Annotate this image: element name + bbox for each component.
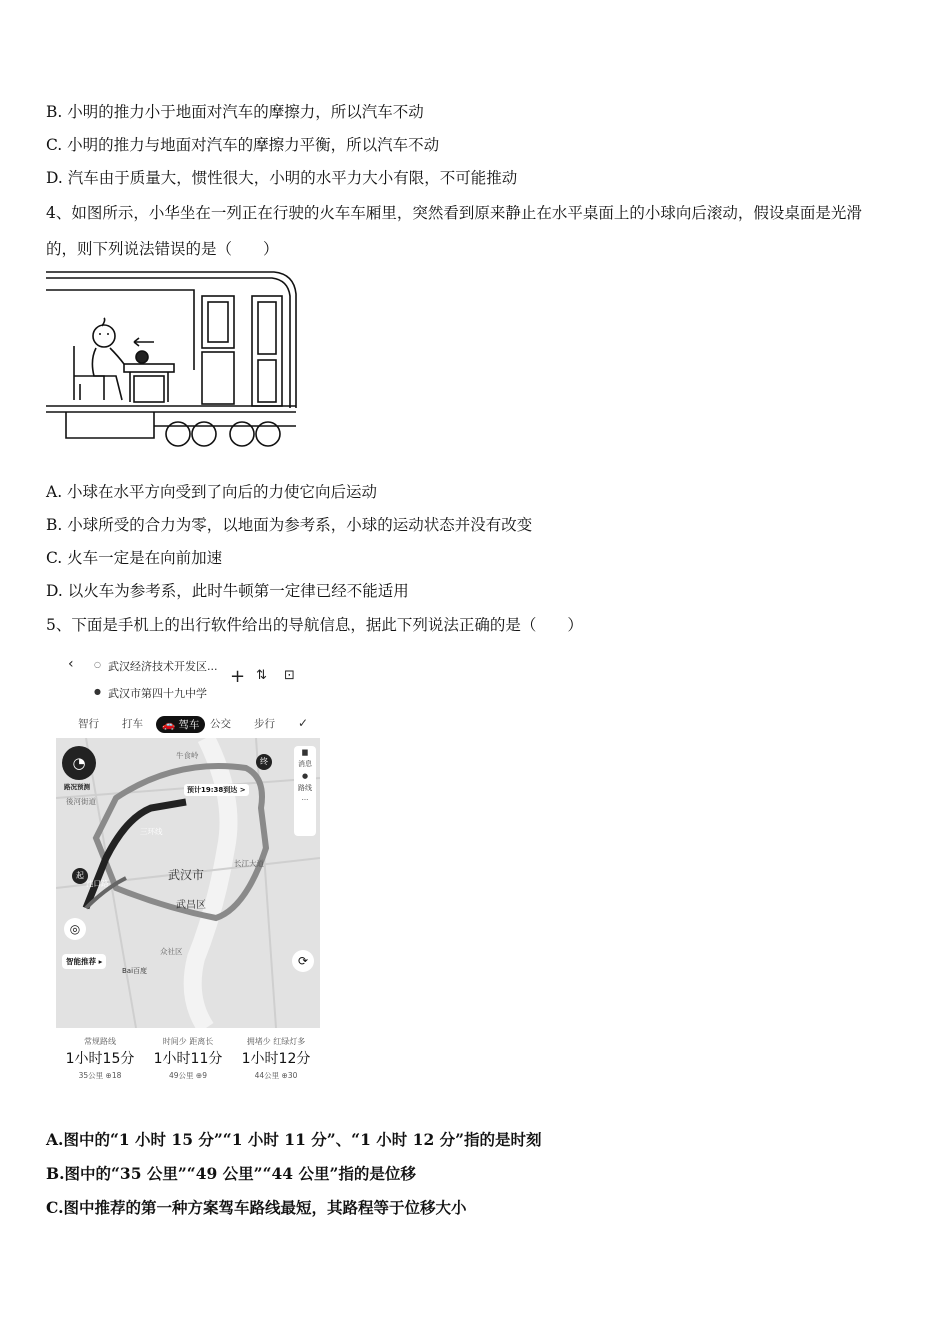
eta-bubble: 预计19:38到达 > [184, 784, 249, 796]
check-icon: ✓ [298, 716, 309, 730]
map-label-niushiling: 牛食岭 [176, 751, 199, 760]
route-option-1-distance: 35公里 [78, 1071, 104, 1080]
baidu-logo: Bai百度 [122, 967, 148, 975]
q5-option-a-label: A. [46, 1130, 64, 1149]
traffic-light-icon: ⊕ [195, 1071, 203, 1080]
more-options-icon: ⊡ [284, 668, 295, 683]
route-option-2-meta [144, 1070, 232, 1081]
locate-icon: ◎ [64, 918, 86, 940]
train-carriage-figure [44, 268, 300, 450]
q3-option-c: C. 小明的推力与地面对汽车的摩擦力平衡，所以汽车不动 [46, 136, 440, 154]
destination-dot-icon: ● [94, 687, 101, 696]
navigation-app-screenshot [56, 652, 320, 1092]
route-option-3-meta [232, 1070, 320, 1081]
swap-icon: ⇅ [256, 668, 267, 683]
origin-field: 武汉经济技术开发区... [108, 660, 218, 673]
route-option-1-label: 常规路线 [84, 1037, 116, 1046]
q5-option-b-label: B. [46, 1164, 65, 1183]
q5-stem: 5、下面是手机上的出行软件给出的导航信息，据此下列说法正确的是（ ） [46, 616, 583, 634]
smart-recommend-button: 智能推荐 ▸ [62, 954, 106, 969]
back-icon: ‹ [68, 656, 74, 672]
message-icon: ▆ [302, 748, 308, 756]
q5-option-a [46, 1130, 542, 1150]
map-label-zhuankou: 沌口路 [86, 879, 109, 888]
q4-option-b: B. 小球所受的合力为零，以地面为参考系，小球的运动状态并没有改变 [46, 516, 533, 534]
route-option-2-lights: 9 [202, 1071, 207, 1080]
route-option-3-label: 拥堵少 红绿灯多 [246, 1037, 306, 1046]
route-label: 路线 [298, 784, 312, 792]
traffic-light-icon: ⊕ [105, 1071, 112, 1080]
refresh-icon: ⟳ [292, 950, 314, 972]
add-stop-icon: + [230, 666, 246, 687]
q4-stem-line-2: 的，则下列说法错误的是（ ） [46, 240, 279, 258]
map-label-houhe: 後河街道 [66, 797, 96, 806]
tab-drive-label: 驾车 [178, 719, 200, 731]
q3-option-b: B. 小明的推力小于地面对汽车的摩擦力，所以汽车不动 [46, 103, 424, 121]
route-option-2 [144, 1036, 232, 1081]
map-label-changjiang: 长江大道 [234, 859, 264, 868]
tab-taxi: 打车 [122, 718, 143, 730]
destination-field: 武汉市第四十九中学 [108, 687, 207, 700]
traffic-forecast-label: 路况预测 [64, 783, 90, 791]
start-marker: 起 [72, 868, 88, 884]
speedometer-icon: ◔ [62, 746, 96, 780]
route-option-2-label: 时间少 距离长 [162, 1037, 214, 1046]
end-marker: 终 [256, 754, 272, 770]
origin-dot-icon: ○ [94, 660, 101, 669]
route-option-3-time: 1小时12分 [241, 1051, 311, 1067]
q5-option-c-text: 图中推荐的第一种方案驾车路线最短，其路程等于位移大小 [63, 1198, 467, 1217]
map-side-panel [294, 746, 316, 836]
more-icon: ··· [301, 796, 309, 804]
route-option-3-distance: 44公里 [254, 1071, 280, 1080]
q5-option-c-label: C. [46, 1198, 64, 1217]
q4-option-c: C. 火车一定是在向前加速 [46, 549, 223, 567]
route-option-3 [232, 1036, 320, 1081]
q3-option-d: D. 汽车由于质量大，惯性很大，小明的水平力大小有限，不可能推动 [46, 169, 518, 187]
route-option-2-time: 1小时11分 [153, 1051, 223, 1067]
q4-stem-line-1: 4、如图所示，小华坐在一列正在行驶的火车车厢里，突然看到原来静止在水平桌面上的小球向后滚动，假设桌面是光滑 [46, 204, 862, 222]
q4-option-d: D. 以火车为参考系，此时牛顿第一定律已经不能适用 [46, 582, 409, 600]
map-label-wuchang: 武昌区 [176, 900, 206, 911]
map-label-ring-road: 三环线 [140, 827, 163, 836]
q5-option-b-text: 图中的“35 公里”“49 公里”“44 公里”指的是位移 [64, 1164, 416, 1183]
q5-option-c [46, 1198, 466, 1218]
tab-walk: 步行 [254, 718, 275, 730]
route-option-1-time: 1小时15分 [65, 1051, 135, 1067]
map-label-community: 众社区 [160, 947, 183, 956]
q5-option-a-text: 图中的“1 小时 15 分”“1 小时 11 分”、“1 小时 12 分”指的是时刻 [63, 1130, 542, 1149]
route-option-1-meta [56, 1070, 144, 1081]
route-map [56, 738, 320, 1028]
route-option-1-lights: 18 [111, 1071, 122, 1080]
tab-smart: 智行 [78, 718, 99, 730]
q5-option-b [46, 1164, 416, 1184]
map-label-wuhan: 武汉市 [168, 868, 205, 882]
traffic-light-icon: ⊕ [281, 1071, 288, 1080]
route-option-2-distance: 49公里 [168, 1071, 194, 1080]
q4-option-a: A. 小球在水平方向受到了向后的力使它向后运动 [46, 483, 378, 501]
message-label: 消息 [298, 760, 312, 768]
route-option-1 [56, 1036, 144, 1081]
tab-bus: 公交 [210, 718, 231, 730]
tab-drive: 🚗 驾车 [156, 716, 205, 733]
route-icon: ● [301, 772, 309, 780]
route-option-3-lights: 30 [287, 1071, 298, 1080]
